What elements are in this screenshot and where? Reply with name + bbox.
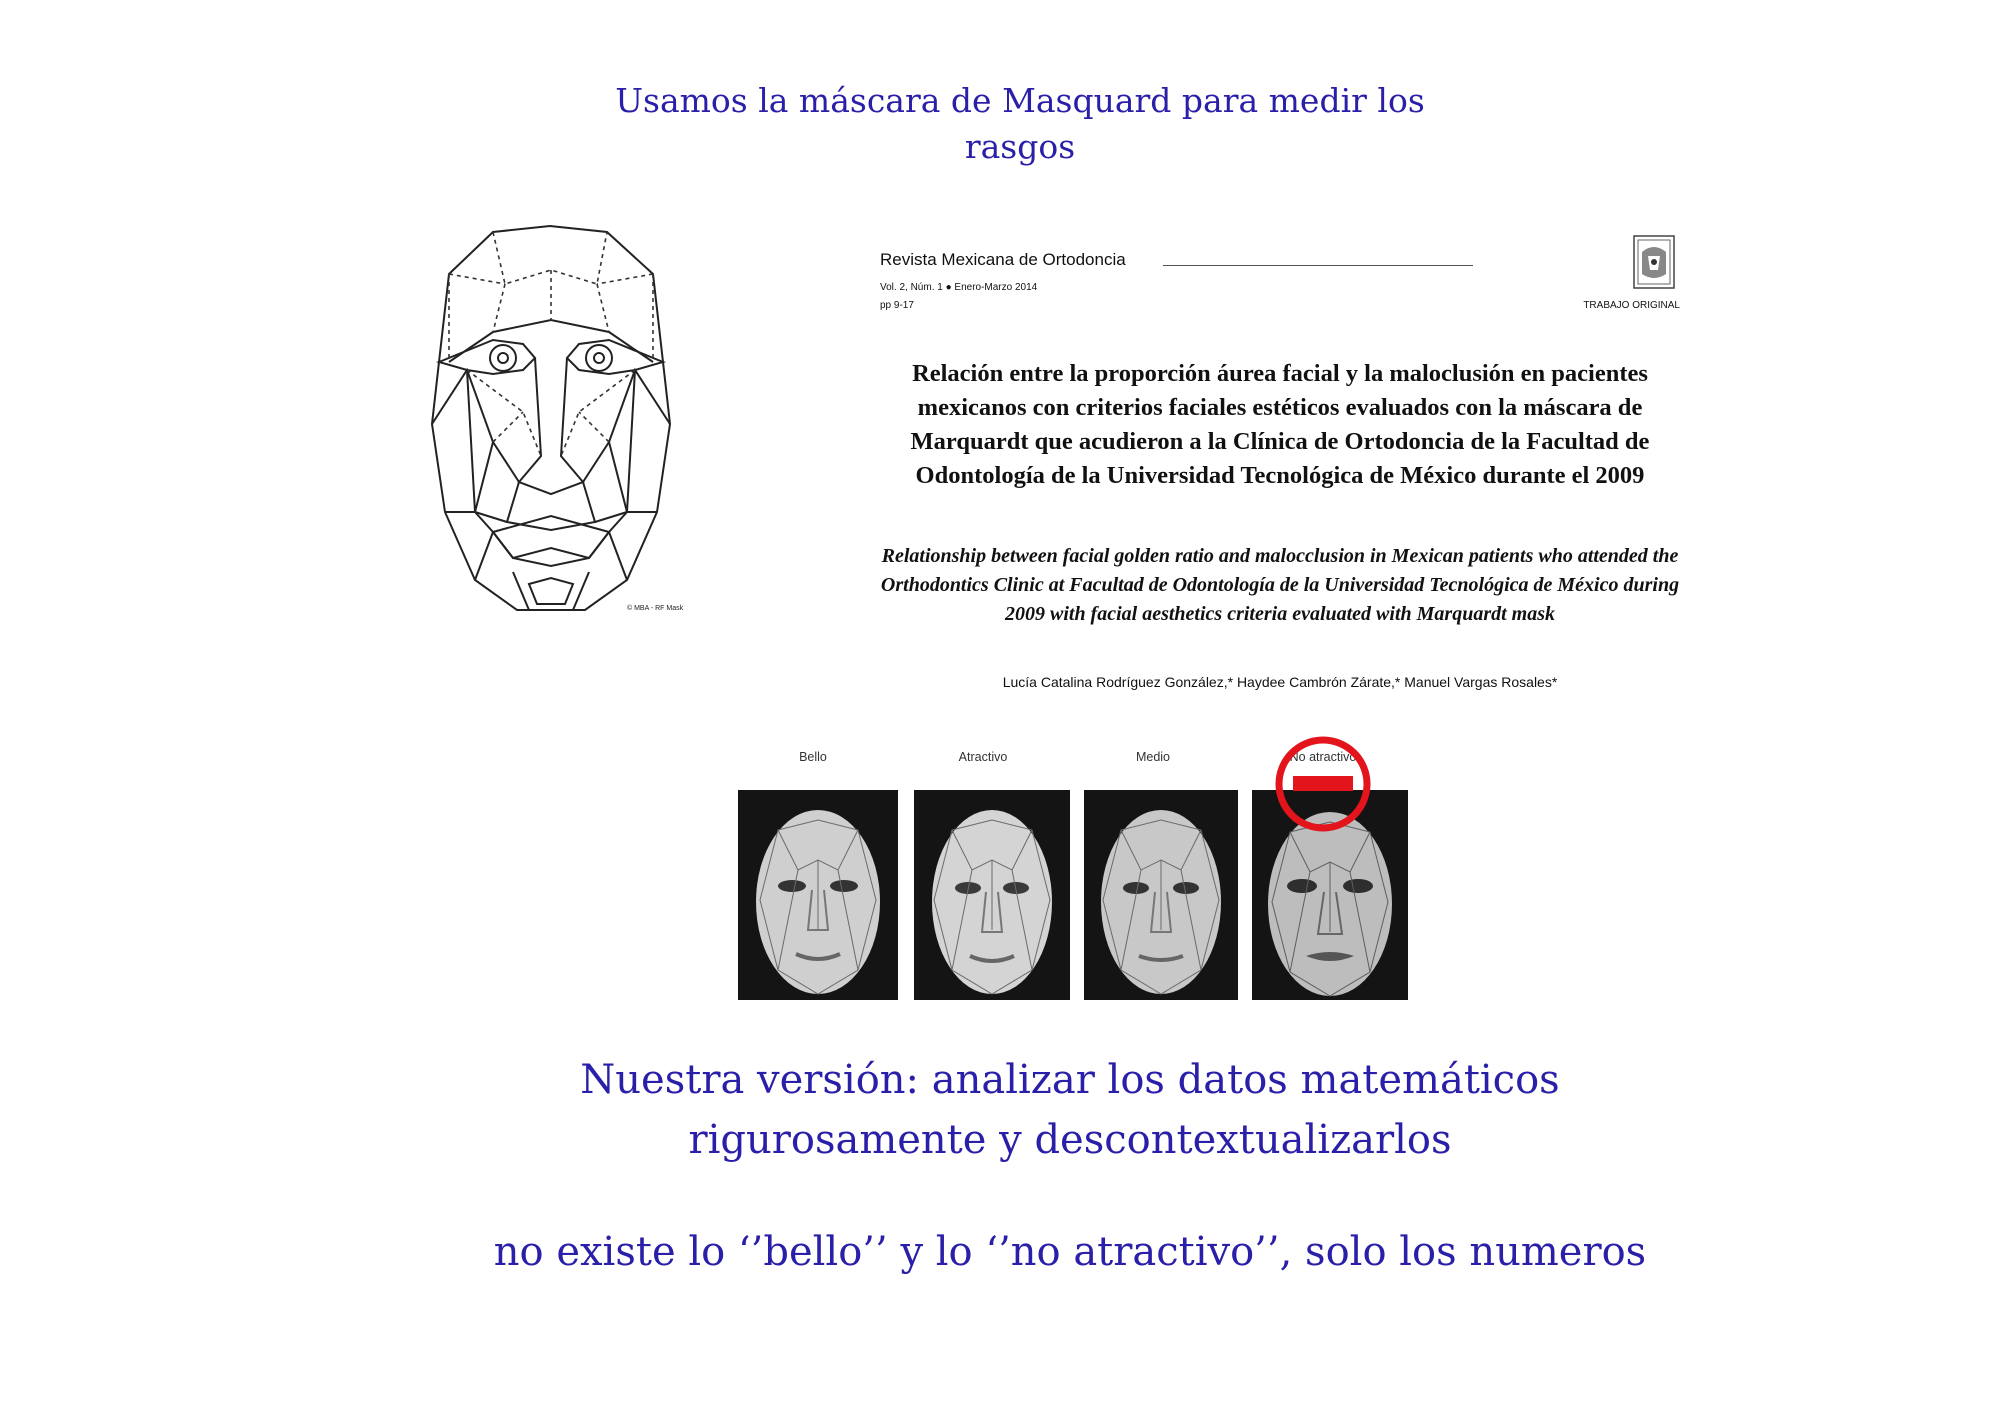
face-label-bello: Bello <box>799 750 827 764</box>
slide-heading-line-1: Usamos la máscara de Masquard para medir los <box>615 81 1425 120</box>
face-with-mask-icon <box>1084 790 1238 1000</box>
closing-statement: no existe lo ‘’bello’’ y lo ‘’no atractivo’’, solo los numeros <box>493 1229 1647 1275</box>
journal-issue: Vol. 2, Núm. 1 ● Enero-Marzo 2014 <box>880 282 1038 293</box>
conclusion-line-2: rigurosamente y descontextualizarlos <box>688 1117 1452 1163</box>
face-label-medio: Medio <box>1135 750 1171 764</box>
no-entry-sign-icon <box>1274 735 1372 833</box>
article-title-english: Relationship between facial golden ratio and malocclusion in Mexican patients who attended the Orthodontics Clinic at Facultad de Odontología de la Universidad Tecnológica de México during 2009 with facial aesthetics criteria evaluated with Marquardt mask <box>880 545 1680 625</box>
article-type: TRABAJO ORIGINAL <box>1583 300 1680 311</box>
mask-copyright: © MBA - RF Mask <box>627 605 684 612</box>
marquardt-mask-figure <box>395 212 707 616</box>
marquardt-mask-icon <box>395 212 707 616</box>
conclusion-text <box>450 1050 1690 1170</box>
face-label-atractivo: Atractivo <box>958 750 1008 764</box>
face-photo-bello <box>738 790 898 1000</box>
face-photo-medio <box>1084 790 1238 1000</box>
face-comparison <box>738 735 1418 1000</box>
article-title-spanish: Relación entre la proporción áurea facial y la maloclusión en pacientes mexicanos con criterios faciales estéticos evaluados con la máscara de Marquardt que acudieron a la Clínica de Ortodoncia de la Facultad de Odontología de la Universidad Tecnológica de México durante el 2009 <box>910 360 1650 489</box>
conclusion-line-1: Nuestra versión: analizar los datos matemáticos <box>580 1057 1560 1103</box>
slide-heading <box>600 78 1440 170</box>
university-seal-icon <box>1632 232 1676 292</box>
face-photo-atractivo <box>914 790 1070 1000</box>
journal-name: Revista Mexicana de Ortodoncia <box>880 250 1126 269</box>
journal-rule <box>1163 265 1473 266</box>
article-authors: Lucía Catalina Rodríguez González,* Haydee Cambrón Zárate,* Manuel Vargas Rosales* <box>1002 674 1558 690</box>
slide-heading-line-2: rasgos <box>964 127 1076 166</box>
face-label-no-atractivo: No atractivo <box>1289 750 1357 764</box>
journal-pages: pp 9-17 <box>880 300 914 311</box>
journal-article-excerpt <box>880 232 1680 702</box>
face-with-mask-icon <box>914 790 1070 1000</box>
face-with-mask-icon <box>738 790 898 1000</box>
